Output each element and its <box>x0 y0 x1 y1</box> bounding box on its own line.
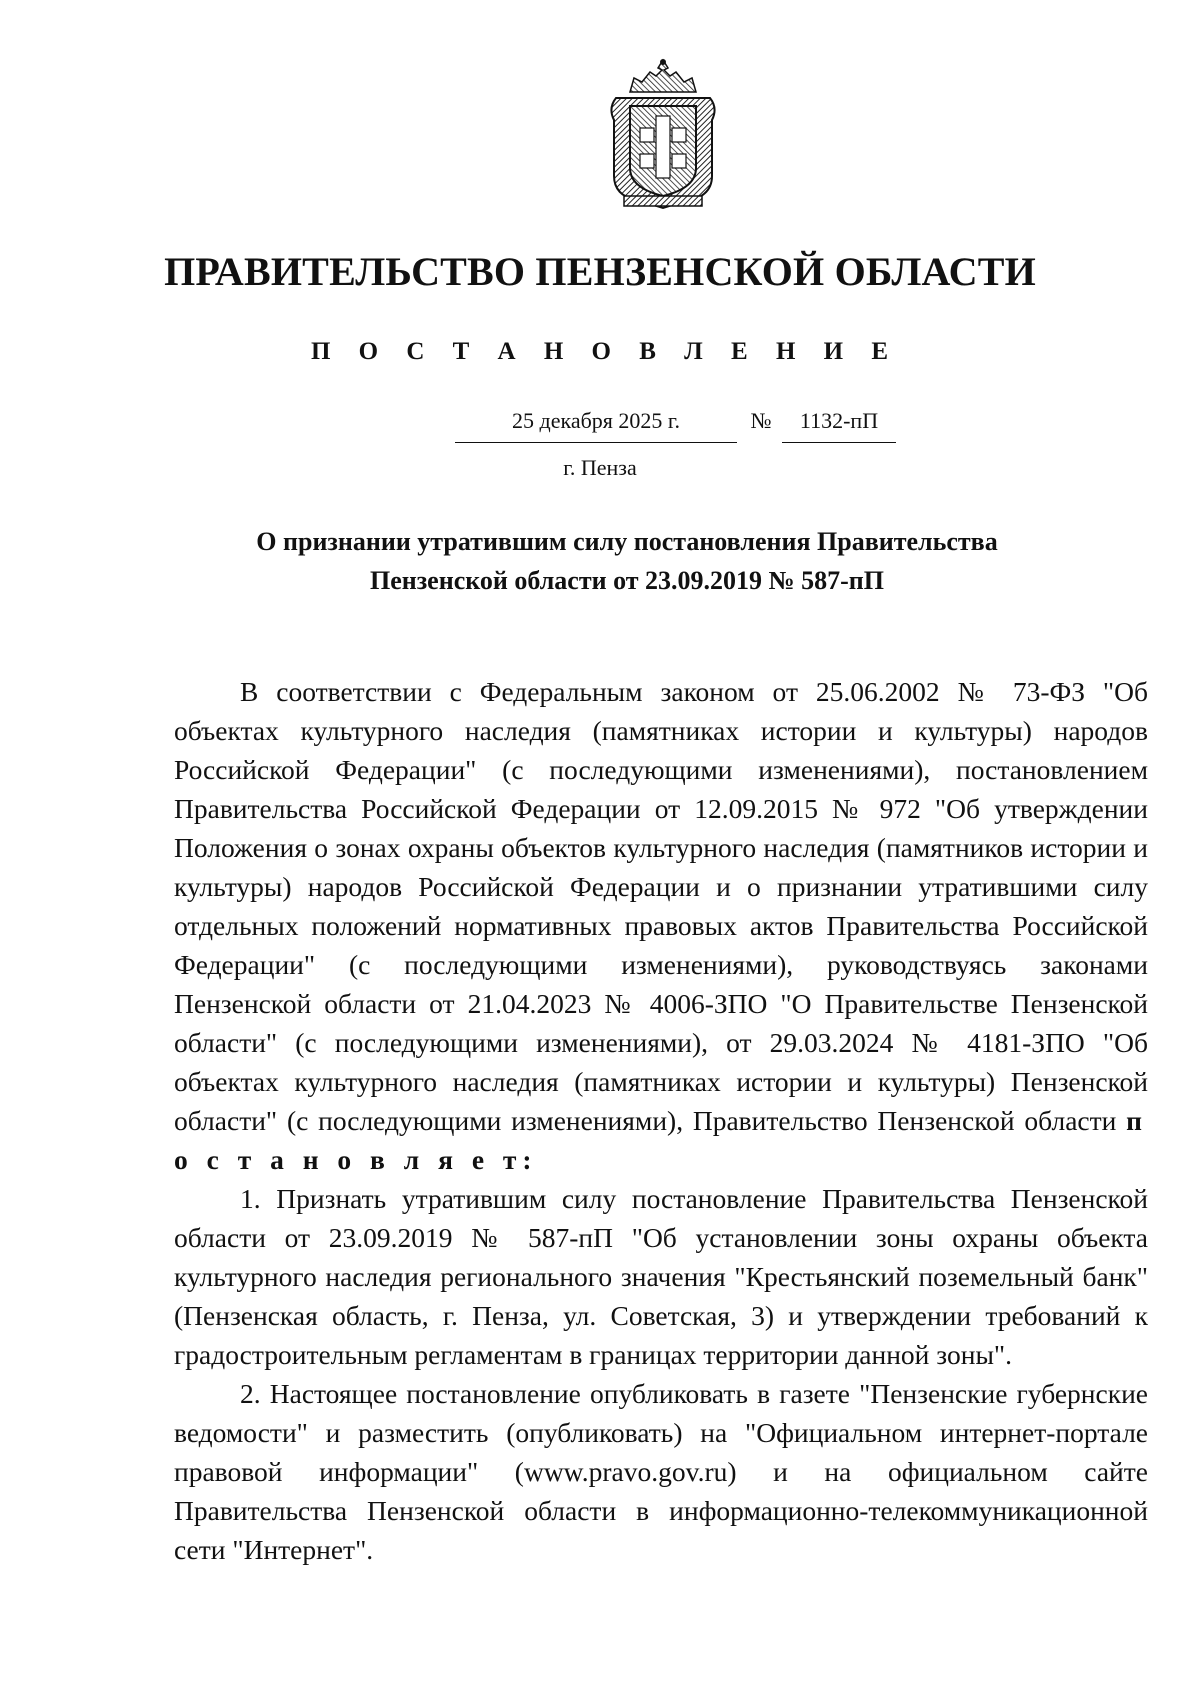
item-paragraph <box>174 1374 1148 1569</box>
item-text: 2. Настоящее постановление опубликовать в газете "Пензенские губернские ведомости" и разместить (опубликовать) на "Официальном интернет-портале правовой информации" (www.pravo.gov.ru) и на официальном сайте Правительства Пензенской области в информационно-телекоммуникационной сети "Интернет". <box>174 1378 1148 1565</box>
item-text: 1. Признать утратившим силу постановление Правительства Пензенской области от 23.09.2019 № 587-пП "Об установлении зоны охраны объекта культурного наследия регионального значения "Крестьянский поземельный банк" (Пензенская область, г. Пенза, ул. Советская, 3) и утверждении требований к градостроительным регламентам в границах территории данной зоны". <box>174 1183 1148 1370</box>
number-sign: № <box>750 408 772 433</box>
document-city: г. Пенза <box>563 455 637 480</box>
document-body <box>174 672 1148 1569</box>
coat-of-arms-icon <box>604 58 722 210</box>
subject-line: О признании утратившим силу постановления Правительства <box>256 527 998 556</box>
document-type: П О С Т А Н О В Л Е Н И Е <box>310 338 900 365</box>
item-paragraph <box>174 1179 1148 1374</box>
subject-line: Пензенской области от 23.09.2019 № 587-пП <box>369 566 885 595</box>
resolves-word: п о с т а н о в л я е т: <box>174 1105 1148 1175</box>
document-subject <box>172 522 1082 600</box>
preamble-paragraph <box>174 672 1148 1179</box>
preamble-text: В соответствии с Федеральным законом от 25.06.2002 № 73-ФЗ "Об объектах культурного наследия (памятниках истории и культуры) народов Российской Федерации" (с последующими изменениями), постановлением Правительства Российской Федерации от 12.09.2015 № 972 "Об утверждении Положения о зонах охраны объектов культурного наследия (памятников истории и культуры) народов Российской Федерации и о признании утратившими силу отдельных положений нормативных правовых актов Правительства Российской Федерации" (с последующими изменениями), руководствуясь законами Пензенской области от 21.04.2023 № 4006-ЗПО "О Правительстве Пензенской области" (с последующими изменениями), от 29.03.2024 № 4181-ЗПО "Об объектах культурного наследия (памятниках истории и культуры) Пензенской области" (с последующими изменениями), Правительство Пензенской области <box>174 676 1148 1136</box>
document-number: 1132-пП <box>782 408 896 443</box>
document-date: 25 декабря 2025 г. <box>455 408 737 443</box>
organization-title: ПРАВИТЕЛЬСТВО ПЕНЗЕНСКОЙ ОБЛАСТИ <box>164 249 1036 294</box>
